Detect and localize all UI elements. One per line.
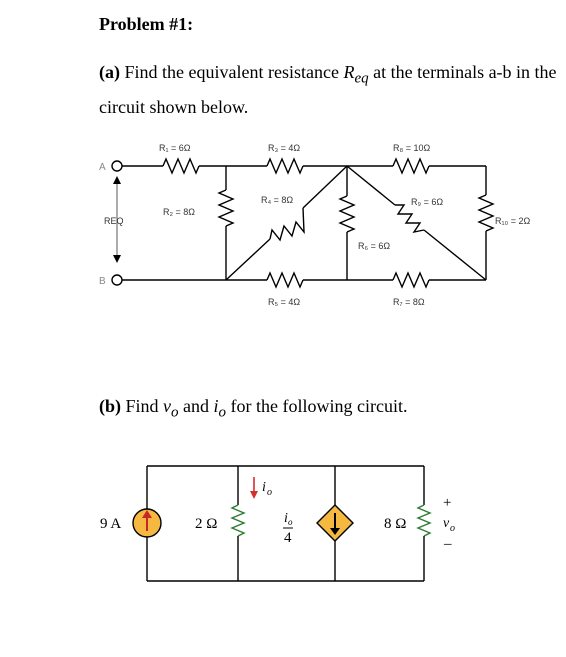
resistor-r6 [340,196,354,232]
part-a-label: (a) [99,62,120,82]
wire [303,166,347,208]
io-symbol: i [213,396,219,416]
vo-symbol-sub: o [171,404,179,421]
problem-heading: Problem #1: [99,14,194,34]
label-req: REQ [104,216,124,226]
label-r8: R₈ = 10Ω [393,143,431,153]
label-r9: R₉ = 6Ω [411,197,444,207]
resistor-r2 [219,190,233,226]
resistor-r7 [393,273,429,287]
io-arrowhead [250,491,258,499]
label-dep-num-sub: o [288,517,293,527]
resistor-8-ohm [418,505,430,536]
wire [424,230,486,280]
req-symbol: R [343,62,355,82]
req-arrowhead-up [113,176,121,184]
label-r1: R₁ = 6Ω [159,143,191,153]
resistor-r8 [393,159,429,173]
resistor-2-ohm [232,505,244,536]
label-vo-sub: o [450,523,455,534]
label-9a: 9 A [100,516,122,532]
part-b-text-3: for the following circuit. [226,396,408,416]
req-arrowhead-down [113,255,121,263]
label-r7: R₇ = 8Ω [393,297,425,307]
label-dep-num: i [284,511,288,526]
resistor-r3 [267,159,303,173]
part-b-text-2: and [178,396,214,416]
label-minus: – [444,536,452,552]
label-io: i [262,480,266,495]
label-r5: R₅ = 4Ω [268,297,301,307]
part-b-label: (b) [99,396,121,416]
label-8-ohm: 8 Ω [384,516,407,532]
label-2-ohm: 2 Ω [195,516,218,532]
label-r6: R₆ = 6Ω [358,241,391,251]
req-symbol-sub: eq [354,70,369,87]
part-a-text-after: at the terminals a-b in the circuit shown below. [99,62,557,117]
circuit-a [112,159,493,287]
terminal-a [112,161,122,171]
wire [226,239,270,280]
label-vo: v [443,516,450,531]
part-a-text-before: Find the equivalent resistance [124,62,344,82]
label-dep-den: 4 [284,530,292,546]
label-r10: R₁₀ = 2Ω [495,216,531,226]
resistor-r10 [479,195,493,231]
label-r3: R₃ = 4Ω [268,143,301,153]
label-terminal-b: B [99,276,106,287]
label-r4: R₄ = 8Ω [261,195,294,205]
label-terminal-a: A [99,162,106,173]
label-plus: + [443,495,452,511]
label-io-sub: o [267,487,272,498]
terminal-b [112,275,122,285]
resistor-r9 [395,205,424,232]
part-b-text-1: Find [125,396,164,416]
io-symbol-sub: o [218,404,227,421]
resistor-r4 [270,208,304,240]
vo-symbol: v [163,396,172,416]
resistor-r5 [267,273,303,287]
wire [347,166,395,205]
label-r2: R₂ = 8Ω [163,207,195,217]
resistor-r1 [163,159,199,173]
